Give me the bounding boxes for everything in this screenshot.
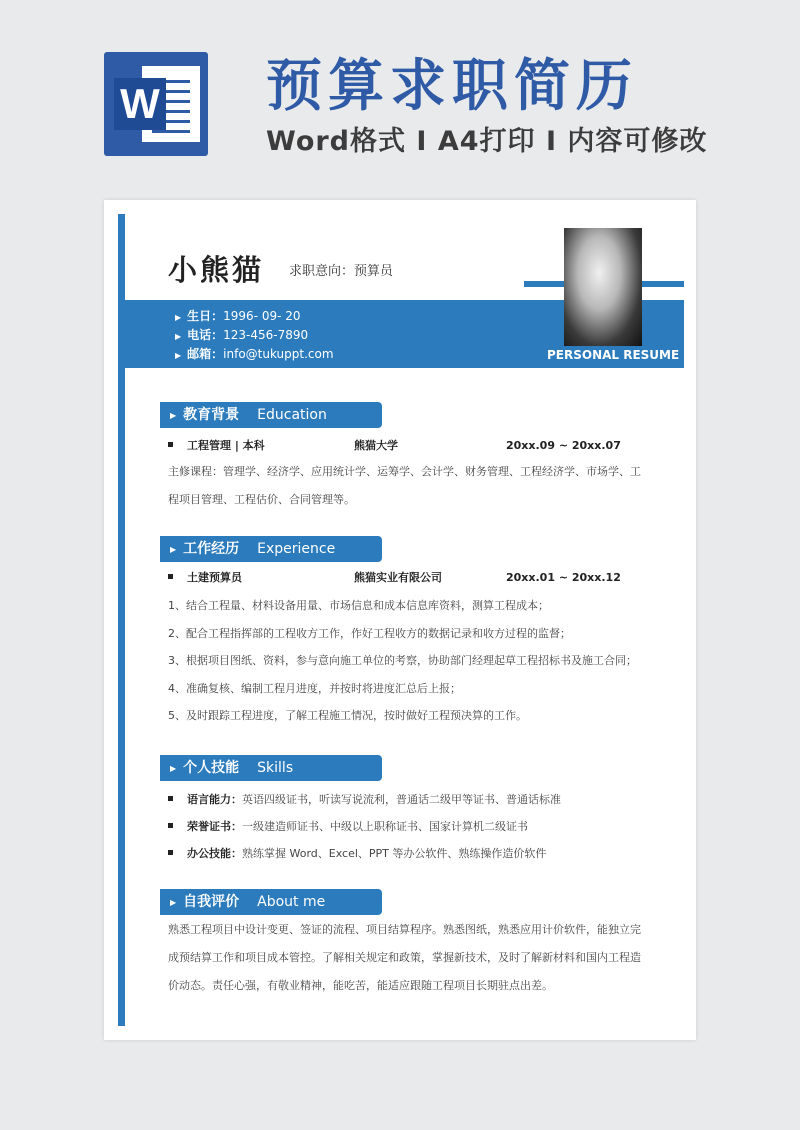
experience-row: [168, 570, 242, 586]
personal-resume-tag: PERSONAL RESUME: [547, 348, 680, 362]
education-school: 熊猫大学: [354, 439, 398, 452]
skill-item: [168, 792, 561, 808]
triangle-icon: ▶: [170, 764, 177, 773]
square-bullet-icon: [168, 796, 173, 801]
experience-period: 20xx.01 ~ 20xx.12: [506, 571, 621, 584]
skills-title-cn: 个人技能: [183, 760, 240, 776]
triangle-icon: ▶: [170, 545, 177, 554]
skills-title-en: Skills: [257, 760, 294, 776]
skill-item: [168, 846, 546, 862]
experience-item: 3、根据项目图纸、资料，参与意向施工单位的考察，协助部门经理起草工程招标书及施工合同；: [168, 654, 637, 667]
email-label: 邮箱：: [187, 347, 224, 361]
phone-label: 电话：: [187, 328, 224, 342]
skill-item: [168, 819, 528, 835]
square-bullet-icon: [168, 850, 173, 855]
profile-photo: [564, 228, 642, 346]
left-accent-bar: [118, 214, 125, 1026]
about-title-en: About me: [257, 894, 326, 910]
square-bullet-icon: [168, 574, 173, 579]
experience-item: 1、结合工程量、材料设备用量、市场信息和成本信息库资料，测算工程成本；: [168, 599, 549, 612]
bullet-triangle-icon: ▶: [175, 313, 182, 322]
experience-title-cn: 工作经历: [183, 541, 240, 557]
section-head-experience: [160, 536, 382, 562]
section-head-about: [160, 889, 382, 915]
birth-value: 1996- 09- 20: [223, 309, 301, 323]
birth-row: [175, 307, 301, 325]
skill-key: 语言能力：: [187, 793, 242, 806]
square-bullet-icon: [168, 442, 173, 447]
education-period: 20xx.09 ~ 20xx.07: [506, 439, 621, 452]
experience-position: 土建预算员: [187, 571, 242, 584]
experience-item: 5、及时跟踪工程进度，了解工程施工情况，按时做好工程预决算的工作。: [168, 709, 527, 722]
phone-value: 123-456-7890: [223, 328, 309, 342]
experience-item: 2、配合工程指挥部的工程收方工作，作好工程收方的数据记录和收方过程的监督；: [168, 627, 571, 640]
skill-value: 英语四级证书，听读写说流利，普通话二级甲等证书、普通话标准: [242, 793, 561, 806]
bullet-triangle-icon: ▶: [175, 332, 182, 341]
word-logo-letter: W: [114, 78, 166, 130]
promo-title: 预算求职简历: [266, 54, 638, 119]
skill-key: 荣誉证书：: [187, 820, 242, 833]
triangle-icon: ▶: [170, 411, 177, 420]
about-title-cn: 自我评价: [183, 894, 240, 910]
promo-subtitle: Word格式 I A4打印 I 内容可修改: [266, 126, 708, 157]
about-text: 熟悉工程项目中设计变更、签证的流程、项目结算程序。熟悉图纸，熟悉应用计价软件，能独立完成预结算工作和项目成本管控。了解相关规定和政策，掌握新技术，及时了解新材料和国内工程造价动态。责任心强，有敬业精神，能吃苦，能适应跟随工程项目长期驻点出差。: [168, 923, 641, 992]
job-intent: 求职意向：预算员: [289, 264, 394, 279]
education-row: [168, 438, 265, 454]
section-head-skills: [160, 755, 382, 781]
skill-value: 熟练掌握 Word、Excel、PPT 等办公软件、熟练操作造价软件: [242, 847, 547, 860]
experience-title-en: Experience: [257, 541, 336, 557]
triangle-icon: ▶: [170, 898, 177, 907]
education-courses: 主修课程：管理学、经济学、应用统计学、运筹学、会计学、财务管理、工程经济学、市场学、工程项目管理、工程估价、合同管理等。: [168, 465, 641, 506]
square-bullet-icon: [168, 823, 173, 828]
phone-row: [175, 326, 308, 344]
education-title-en: Education: [257, 407, 327, 423]
candidate-name: 小熊猫: [168, 253, 265, 287]
experience-company: 熊猫实业有限公司: [354, 571, 442, 584]
email-row: [175, 345, 334, 363]
skill-value: 一级建造师证书、中级以上职称证书、国家计算机二级证书: [242, 820, 528, 833]
word-logo-icon: [104, 52, 208, 156]
email-value: info@tukuppt.com: [223, 347, 334, 361]
education-major: 工程管理 | 本科: [187, 439, 265, 452]
resume-card: [104, 200, 696, 1040]
skill-key: 办公技能：: [187, 847, 242, 860]
experience-item: 4、准确复核、编制工程月进度，并按时将进度汇总后上报；: [168, 682, 461, 695]
bullet-triangle-icon: ▶: [175, 351, 182, 360]
section-head-education: [160, 402, 382, 428]
education-title-cn: 教育背景: [183, 407, 240, 423]
promo-header: [0, 0, 800, 190]
birth-label: 生日：: [187, 309, 224, 323]
